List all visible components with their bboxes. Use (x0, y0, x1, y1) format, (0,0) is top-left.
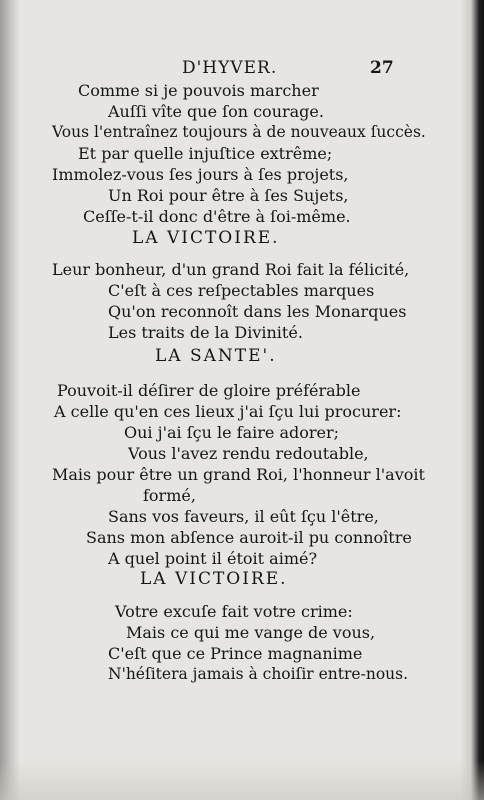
verse-line: Vous l'avez rendu redoutable, (128, 444, 369, 463)
verse-line: A quel point il étoit aimé? (108, 549, 318, 568)
verse-line: Et par quelle injuſtice extrême; (78, 144, 333, 163)
verse-line: Mais ce qui me vange de vous, (126, 623, 376, 642)
page-number: 27 (370, 58, 394, 78)
verse-line: Mais pour être un grand Roi, l'honneur l'avoit (52, 465, 425, 484)
verse-line: A celle qu'en ces lieux j'ai ſçu lui procurer: (54, 402, 402, 421)
speaker-name: LA VICTOIRE. (140, 569, 288, 589)
verse-line: Qu'on reconnoît dans les Monarques (108, 302, 407, 321)
verse-line: Ceſſe-t-il donc d'être à ſoi-même. (83, 207, 351, 226)
speaker-name: LA VICTOIRE. (132, 228, 280, 248)
verse-line: Comme si je pouvois marcher (78, 81, 319, 100)
verse-line: N'héſitera jamais à choiſir entre-nous. (108, 665, 409, 683)
verse-line: Oui j'ai ſçu le faire adorer; (124, 423, 340, 442)
verse-line: formé, (143, 486, 196, 505)
verse-line: Immolez-vous ſes jours à ſes projets, (52, 165, 349, 184)
running-title: D'HYVER. (182, 58, 278, 78)
verse-line: Sans vos faveurs, il eût ſçu l'être, (108, 507, 379, 526)
page-right-edge (460, 0, 484, 800)
verse-line: Un Roi pour être à ſes Sujets, (108, 186, 349, 205)
verse-line: C'eſt à ces reſpectables marques (108, 281, 375, 300)
verse-line: Leur bonheur, d'un grand Roi fait la félicité, (52, 260, 410, 279)
speaker-name: LA SANTE'. (155, 346, 277, 366)
verse-line: Vous l'entraînez toujours à de nouveaux ſuccès. (52, 123, 426, 141)
verse-line: Pouvoit-il déſirer de gloire préférable (57, 381, 361, 400)
verse-line: Les traits de la Divinité. (108, 323, 303, 342)
verse-line: Votre excuſe fait votre crime: (115, 602, 353, 621)
verse-line: Auſſi vîte que ſon courage. (108, 102, 324, 121)
verse-line: C'eſt que ce Prince magnanime (108, 644, 363, 663)
page-gutter-shadow (0, 0, 20, 800)
verse-line: Sans mon abſence auroit-il pu connoître (86, 528, 412, 547)
page-bottom-shade (0, 760, 484, 800)
